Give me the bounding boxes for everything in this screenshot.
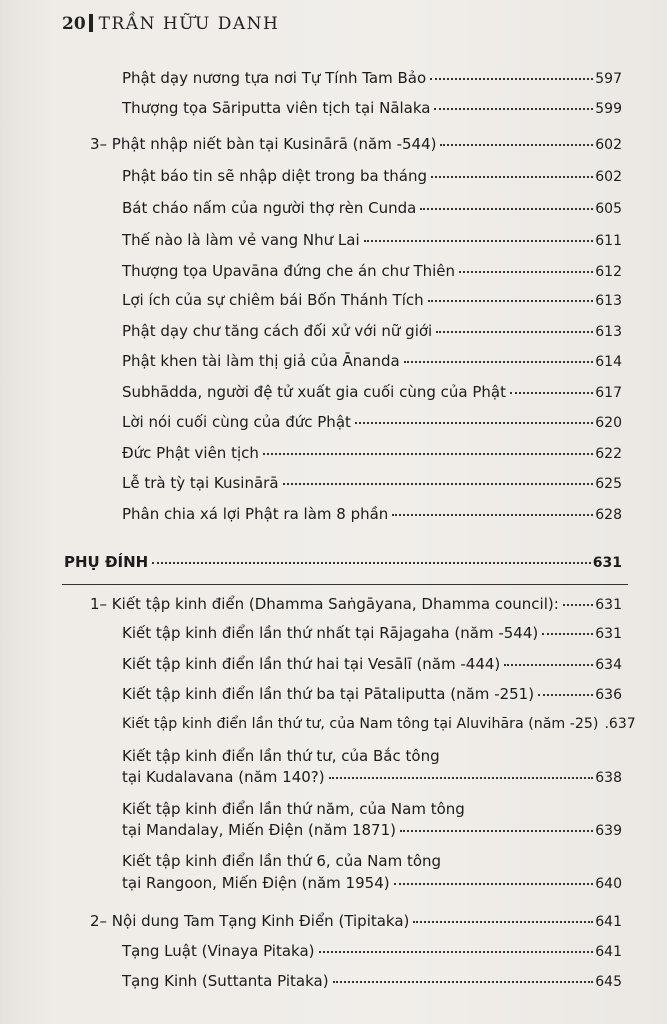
toc-entry-line — [122, 768, 622, 788]
toc-entry-page: 631 — [595, 626, 622, 642]
dot-leader — [436, 330, 593, 333]
toc-entry-page: 625 — [595, 476, 622, 492]
toc-entry-page: 602 — [595, 169, 622, 185]
toc-entry[interactable] — [122, 972, 622, 992]
toc-entry-page: 639 — [595, 823, 622, 839]
toc-entry-title: Kiết tập kinh điển lần thứ ba tại Pātaliputta (năm -251) — [122, 685, 535, 703]
toc-entry[interactable] — [122, 383, 622, 403]
dot-leader — [431, 175, 593, 178]
toc-entry-page: 613 — [595, 293, 622, 309]
toc-entry-page: 612 — [595, 264, 622, 280]
toc-entry-title-continued: tại Kudalavana (năm 140?) — [122, 768, 325, 786]
toc-entry-title: Phật báo tin sẽ nhập diệt trong ba tháng — [122, 167, 428, 185]
toc-entry-page: 622 — [595, 446, 622, 462]
toc-entry-title: Bát cháo nấm của người thợ rèn Cunda — [122, 199, 417, 217]
dot-leader — [538, 693, 593, 696]
toc-entry-page: 617 — [595, 385, 622, 401]
toc-entry-title: PHỤ ĐÍNH — [64, 553, 149, 571]
dot-leader — [440, 143, 593, 146]
toc-entry-title: Lễ trà tỳ tại Kusinārā — [122, 474, 279, 492]
toc-entry-title: Phật dạy chư tăng cách đối xử với nữ giới — [122, 322, 433, 340]
toc-entry-title: Kiết tập kinh điển lần thứ tư, của Bắc tông — [122, 747, 440, 765]
dot-leader — [420, 207, 593, 210]
dot-leader — [283, 482, 594, 485]
dot-leader — [413, 920, 593, 923]
dot-leader — [329, 776, 594, 779]
toc-entry-title: 2– Nội dung Tam Tạng Kinh Điển (Tipitaka) — [90, 912, 410, 930]
toc-entry-page: .637 — [604, 716, 636, 732]
toc-entry-page: 611 — [595, 233, 622, 249]
toc-entry-page: 634 — [595, 657, 622, 673]
dot-leader — [459, 270, 593, 273]
toc-entry-page: 631 — [592, 555, 622, 571]
dot-leader — [434, 107, 593, 110]
toc-entry-title: Kiết tập kinh điển lần thứ nhất tại Rājagaha (năm -544) — [122, 624, 539, 642]
author-name: TRẦN HỮU DANH — [98, 14, 280, 34]
toc-entry-page: 620 — [595, 415, 622, 431]
toc-entry[interactable] — [122, 199, 622, 219]
toc-entry-title: Tạng Luật (Vinaya Pitaka) — [122, 942, 315, 960]
dot-leader — [263, 452, 593, 455]
toc-entry[interactable] — [122, 505, 622, 525]
toc-entry-page: 628 — [595, 507, 622, 523]
toc-entry-title: Kiết tập kinh điển lần thứ hai tại Vesālī (năm -444) — [122, 655, 501, 673]
toc-section-entry[interactable] — [90, 135, 622, 155]
toc-entry-title: Kiết tập kinh điển lần thứ tư, của Nam tông tại Aluvihāra (năm -25) — [122, 716, 599, 732]
toc-entry[interactable] — [122, 942, 622, 962]
toc-entry[interactable] — [122, 444, 622, 464]
toc-entry-title: Đức Phật viên tịch — [122, 444, 259, 462]
toc-section-entry[interactable] — [90, 912, 622, 932]
toc-entry[interactable] — [122, 624, 622, 644]
toc-entry-title: Thượng tọa Sāriputta viên tịch tại Nālaka — [122, 99, 431, 117]
toc-entry-title: Subhādda, người đệ tử xuất gia cuối cùng của Phật — [122, 383, 506, 401]
toc-entry-line — [122, 852, 622, 871]
toc-entry-page: 602 — [595, 137, 622, 153]
toc-entry-page: 613 — [595, 324, 622, 340]
toc-entry-page: 605 — [595, 201, 622, 217]
toc-entry-title: Lợi ích của sự chiêm bái Bốn Thánh Tích — [122, 291, 424, 309]
dot-leader — [392, 513, 593, 516]
toc-entry[interactable] — [122, 474, 622, 494]
dot-leader — [355, 421, 593, 424]
toc-entry-page: 631 — [595, 597, 622, 613]
toc-entry-title: Thế nào là làm vẻ vang Như Lai — [122, 231, 360, 249]
toc-part-heading[interactable] — [64, 553, 622, 573]
dot-leader — [430, 77, 593, 80]
dot-leader — [400, 829, 593, 832]
dot-leader — [428, 299, 594, 302]
toc-entry[interactable] — [122, 291, 622, 311]
toc-section-entry[interactable] — [90, 595, 622, 615]
toc-entry-line — [122, 747, 622, 766]
toc-entry-title: Phân chia xá lợi Phật ra làm 8 phần — [122, 505, 389, 523]
toc-entry[interactable] — [122, 99, 622, 119]
dot-leader — [510, 391, 593, 394]
toc-entry-page: 641 — [595, 914, 622, 930]
toc-entry-title: 3– Phật nhập niết bàn tại Kusinārā (năm -544) — [90, 135, 437, 153]
toc-entry-title: Thượng tọa Upavāna đứng che án chư Thiên — [122, 262, 456, 280]
dot-leader — [394, 882, 594, 885]
toc-entry-title: Phật khen tài làm thị giả của Ānanda — [122, 352, 400, 370]
toc-entry-page: 645 — [595, 974, 622, 990]
toc-entry-page: 640 — [595, 876, 622, 892]
toc-entry[interactable] — [122, 655, 622, 675]
toc-entry[interactable] — [122, 322, 622, 342]
toc-entry-title: Kiết tập kinh điển lần thứ 6, của Nam tông — [122, 852, 442, 870]
toc-entry-page: 599 — [595, 101, 622, 117]
toc-entry[interactable] — [122, 413, 622, 433]
toc-entry[interactable] — [122, 685, 622, 705]
part-divider-line — [62, 584, 628, 585]
toc-entry-title-continued: tại Mandalay, Miến Điện (năm 1871) — [122, 821, 396, 839]
toc-entry-page: 597 — [595, 71, 622, 87]
toc-entry-line — [122, 874, 622, 894]
toc-entry-title: Lời nói cuối cùng của đức Phật — [122, 413, 351, 431]
page-number: 20 — [62, 14, 86, 34]
toc-entry[interactable] — [122, 231, 622, 251]
toc-entry[interactable] — [122, 69, 622, 89]
toc-entry-page: 641 — [595, 944, 622, 960]
dot-leader — [152, 561, 591, 564]
toc-entry[interactable] — [122, 352, 622, 372]
toc-entry[interactable] — [122, 715, 636, 734]
toc-entry-title: Kiết tập kinh điển lần thứ năm, của Nam tông — [122, 800, 465, 818]
toc-entry-page: 614 — [595, 354, 622, 370]
toc-entry-title: Tạng Kinh (Suttanta Pitaka) — [122, 972, 329, 990]
toc-entry-title: Phật dạy nương tựa nơi Tự Tính Tam Bảo — [122, 69, 427, 87]
dot-leader — [404, 360, 594, 363]
toc-entry-page: 638 — [595, 770, 622, 786]
toc-entry[interactable] — [122, 167, 622, 187]
toc-entry-line — [122, 821, 622, 841]
toc-entry-title-continued: tại Rangoon, Miến Điện (năm 1954) — [122, 874, 390, 892]
toc-entry-page: 636 — [595, 687, 622, 703]
dot-leader — [319, 950, 594, 953]
toc-entry[interactable] — [122, 262, 622, 282]
dot-leader — [333, 980, 594, 983]
dot-leader — [563, 603, 594, 606]
toc-entry-title: 1– Kiết tập kinh điển (Dhamma Saṅgāyana, Dhamma council): — [90, 595, 559, 613]
toc-entry-line — [122, 800, 622, 819]
dot-leader — [364, 239, 594, 242]
dot-leader — [542, 632, 593, 635]
dot-leader — [504, 663, 593, 666]
